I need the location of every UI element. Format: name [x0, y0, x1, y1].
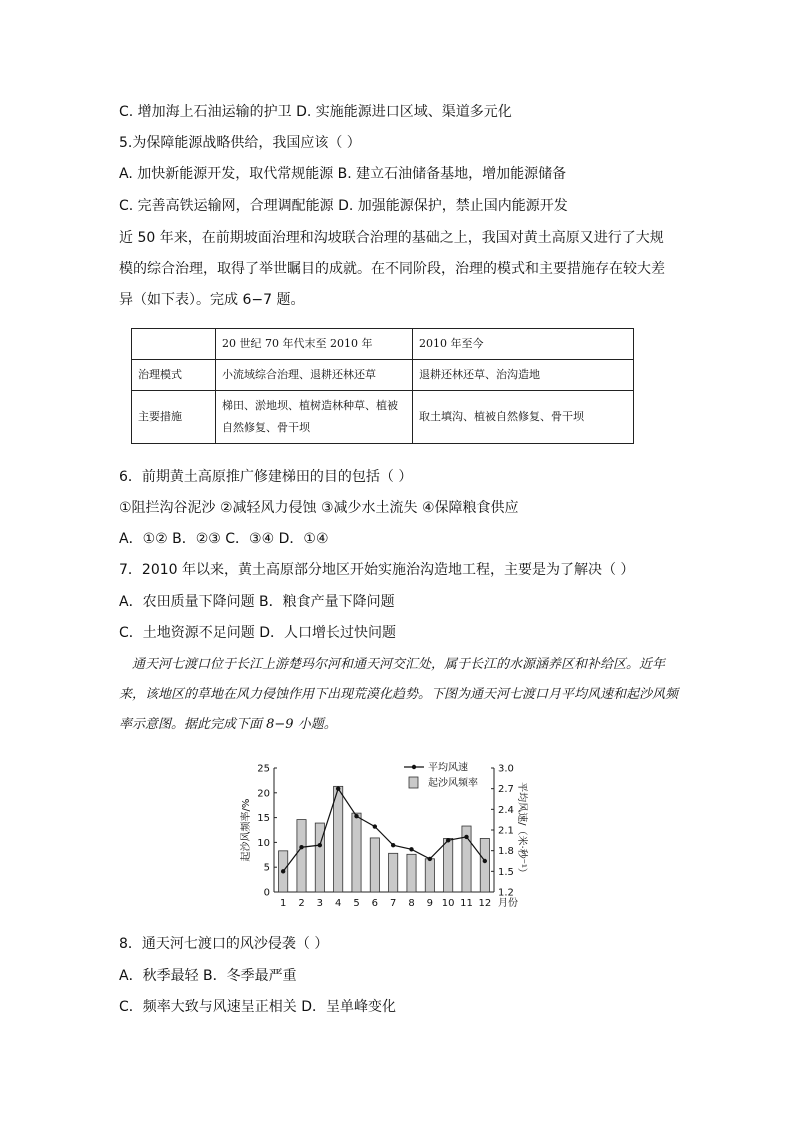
table-cell: 退耕还林还草、治沟造地 — [413, 360, 634, 391]
table-row — [132, 391, 634, 444]
table-cell: 治理模式 — [132, 360, 216, 391]
q4-options-cd: C. 增加海上石油运输的护卫 D. 实施能源进口区域、渠道多元化 — [119, 104, 512, 120]
wind-speed-point — [409, 847, 413, 851]
frequency-bar — [425, 859, 434, 892]
x-tick-label: 5 — [353, 898, 360, 909]
frequency-bar — [407, 854, 416, 892]
q6-statements: ①阻拦沟谷泥沙 ②减轻风力侵蚀 ③减少水土流失 ④保障粮食供应 — [119, 500, 519, 516]
wind-speed-point — [318, 843, 322, 847]
x-tick-label: 2 — [298, 898, 305, 909]
wind-speed-point — [464, 835, 468, 839]
left-tick-label: 15 — [257, 813, 270, 825]
question-8: 8．通天河七渡口的风沙侵袭（ ） — [119, 936, 329, 952]
wind-speed-point — [428, 857, 432, 861]
x-tick-label: 1 — [279, 898, 287, 909]
right-tick-label: 2.7 — [498, 784, 514, 796]
table-cell: 主要措施 — [132, 391, 216, 444]
chart-bars — [279, 786, 490, 892]
right-tick-label: 1.8 — [498, 846, 514, 858]
table-cell: 20 世纪 70 年代末至 2010 年 — [216, 329, 413, 360]
intro-6-7: 近 50 年来，在前期坡面治理和沟坡联合治理的基础之上，我国对黄土高原又进行了大规模的综合治理，取得了举世瞩目的成就。在不同阶段，治理的模式和主要措施存在较大差异（如下表）。完成 6−7 题。 — [119, 230, 665, 308]
table-row — [132, 360, 634, 391]
x-tick-label: 6 — [371, 898, 379, 909]
chart-line — [281, 786, 487, 873]
question-6: 6．前期黄土高原推广修建梯田的目的包括（ ） — [119, 469, 413, 485]
q6-answers: A．①② B．②③ C．③④ D．①④ — [119, 531, 329, 547]
wind-speed-point — [336, 786, 340, 790]
x-tick-label: 9 — [426, 898, 434, 909]
left-tick-label: 0 — [263, 887, 270, 899]
x-tick-label: 4 — [334, 898, 342, 909]
table-cell: 2010 年至今 — [413, 329, 634, 360]
left-tick-label: 10 — [257, 837, 270, 849]
right-tick-label: 3.0 — [498, 763, 514, 775]
right-tick-label: 2.4 — [498, 804, 514, 816]
question-7: 7．2010 年以来，黄土高原部分地区开始实施治沟造地工程，主要是为了解决（ ） — [119, 562, 635, 578]
x-tick-label: 8 — [408, 898, 415, 909]
right-tick-label: 1.5 — [498, 866, 514, 878]
table-cell: 取土填沟、植被自然修复、骨干坝 — [413, 391, 634, 444]
left-tick-label: 25 — [257, 763, 270, 775]
q5-options-cd: C. 完善高铁运输网，合理调配能源 D. 加强能源保护，禁止国内能源开发 — [119, 198, 568, 214]
wind-speed-point — [299, 845, 303, 849]
q8-options-cd: C．频率大致与风速呈正相关 D．呈单峰变化 — [119, 999, 397, 1015]
legend-bar-swatch — [409, 777, 418, 788]
x-tick-label: 11 — [460, 898, 473, 909]
wind-speed-point — [446, 838, 450, 842]
wind-speed-line — [283, 789, 485, 872]
table-header-row — [132, 329, 634, 360]
table-cell — [132, 329, 216, 360]
frequency-bar — [370, 838, 379, 892]
question-5: 5.为保障能源战略供给，我国应该（ ） — [119, 135, 361, 151]
q8-options-ab: A．秋季最轻 B．冬季最严重 — [119, 968, 297, 984]
q7-options-cd: C．土地资源不足问题 D．人口增长过快问题 — [119, 625, 397, 641]
frequency-bar — [297, 820, 306, 892]
q7-options-ab: A．农田质量下降问题 B．粮食产量下降问题 — [119, 594, 395, 610]
left-tick-label: 20 — [257, 788, 270, 800]
x-tick-label: 10 — [441, 898, 455, 909]
frequency-bar — [352, 813, 361, 892]
frequency-bar — [334, 786, 343, 892]
x-tick-label: 12 — [478, 898, 492, 909]
wind-chart — [232, 755, 532, 915]
frequency-bar — [389, 853, 398, 892]
left-tick-label: 5 — [263, 862, 270, 874]
x-tick-label: 3 — [316, 898, 324, 909]
wind-speed-point — [373, 824, 377, 828]
right-tick-label: 2.1 — [498, 825, 514, 837]
x-tick-label: 7 — [389, 898, 397, 909]
left-axis-label: 起沙风频率/% — [241, 798, 252, 862]
table-cell: 梯田、淤地坝、植树造林种草、植被自然修复、骨干坝 — [216, 391, 413, 444]
governance-table — [131, 328, 634, 444]
right-axis-label: 平均风速/（米·秒⁻¹） — [516, 782, 527, 878]
intro-8-9: 通天河七渡口位于长江上游楚玛尔河和通天河交汇处，属于长江的水源涵养区和补给区。近年来，该地区的草地在风力侵蚀作用下出现荒漠化趋势。下图为通天河七渡口月平均风速和起沙风频率示意图。据此完成下面 8−9 小题。 — [119, 657, 679, 732]
right-tick-label: 1.2 — [498, 887, 514, 899]
wind-speed-point — [354, 814, 358, 818]
x-axis-unit: 月份 — [498, 898, 518, 909]
q5-options-ab: A. 加快新能源开发，取代常规能源 B. 建立石油储备基地，增加能源储备 — [119, 166, 567, 182]
legend-point-swatch — [412, 765, 416, 769]
wind-speed-point — [483, 859, 487, 863]
frequency-bar — [444, 838, 453, 892]
legend-label: 起沙风频率 — [428, 778, 478, 789]
legend-label: 平均风速 — [428, 762, 468, 774]
frequency-bar — [480, 838, 489, 892]
wind-speed-point — [281, 869, 285, 873]
chart-legend — [404, 761, 478, 790]
table-cell: 小流域综合治理、退耕还林还草 — [216, 360, 413, 391]
wind-speed-point — [391, 843, 395, 847]
